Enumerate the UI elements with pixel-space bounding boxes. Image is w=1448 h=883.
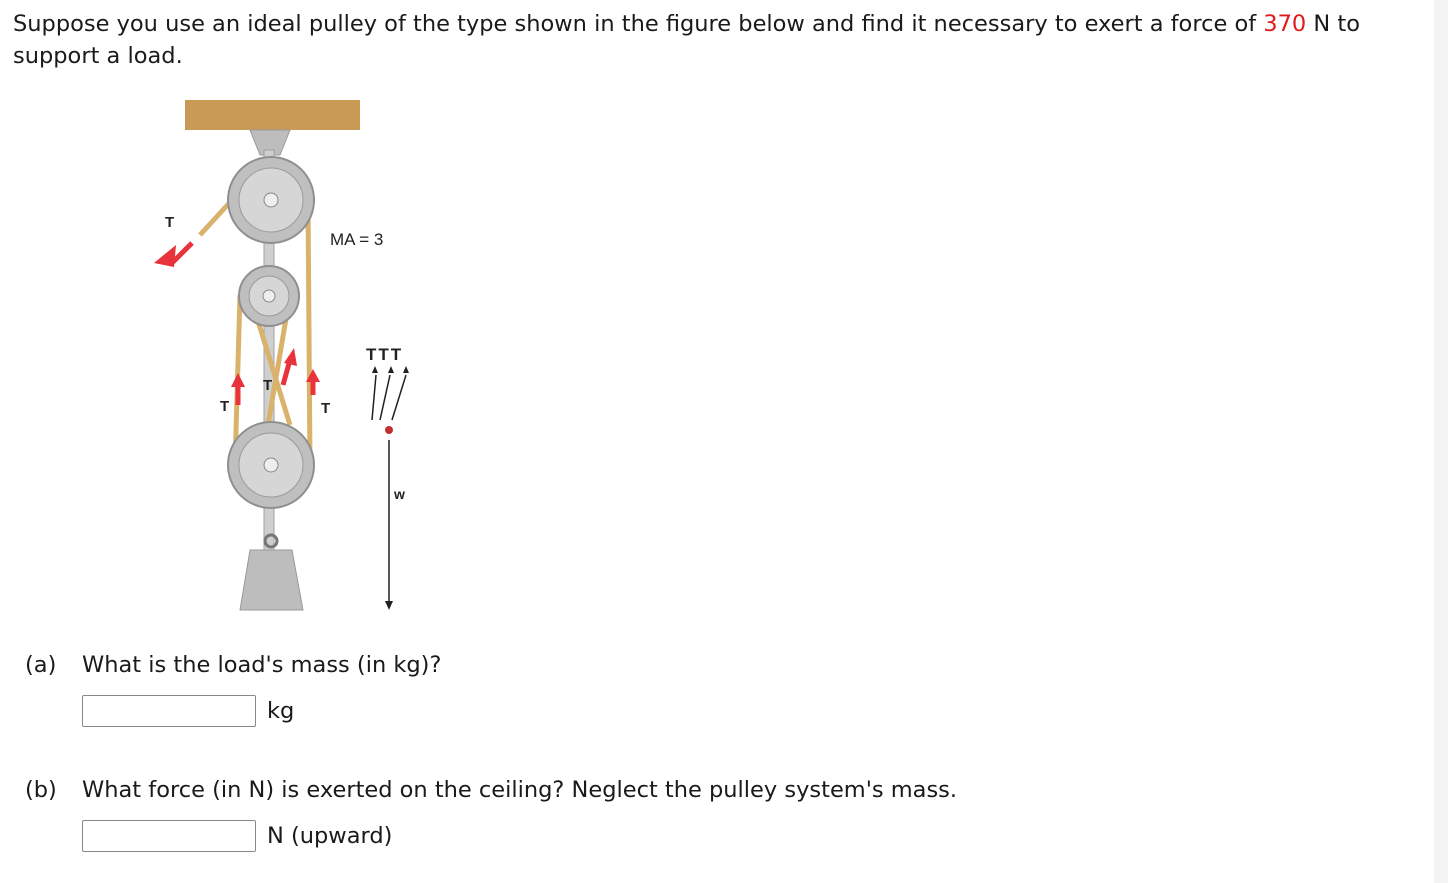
pulley-figure <box>140 95 440 620</box>
problem-statement <box>13 8 1413 72</box>
tension-label-right: T <box>321 400 331 417</box>
ttt-label: TTT <box>366 345 404 364</box>
page-scroll-edge <box>1434 0 1448 883</box>
part-a-prompt: What is the load's mass (in kg)? <box>82 652 442 678</box>
intro-text-start: Suppose you use an ideal pulley of the type shown in the figure below and find it necessary to exert a force of <box>13 11 1264 37</box>
load-weight <box>240 550 303 610</box>
part-b-unit: N (upward) <box>267 823 393 849</box>
pulley-diagram <box>140 95 440 620</box>
mechanical-advantage-label: MA = 3 <box>330 230 384 249</box>
part-b-label: (b) <box>25 777 57 803</box>
mass-answer-input[interactable] <box>82 695 256 727</box>
force-value: 370 <box>1263 11 1307 37</box>
bottom-pulley <box>228 422 314 508</box>
top-pulley <box>228 157 314 243</box>
weight-label: w <box>394 486 405 502</box>
part-a-unit: kg <box>267 698 295 724</box>
tension-label-left: T <box>220 398 230 415</box>
ceiling-force-answer-input[interactable] <box>82 820 256 852</box>
intro-text-end: N to support a load. <box>13 11 1360 69</box>
ceiling-beam <box>185 100 360 130</box>
middle-pulley <box>239 266 299 326</box>
part-b-prompt: What force (in N) is exerted on the ceiling? Neglect the pulley system's mass. <box>82 777 958 803</box>
tension-label-pull: T <box>165 214 175 231</box>
part-a-label: (a) <box>25 652 57 678</box>
tension-label-middle: T <box>263 377 273 394</box>
